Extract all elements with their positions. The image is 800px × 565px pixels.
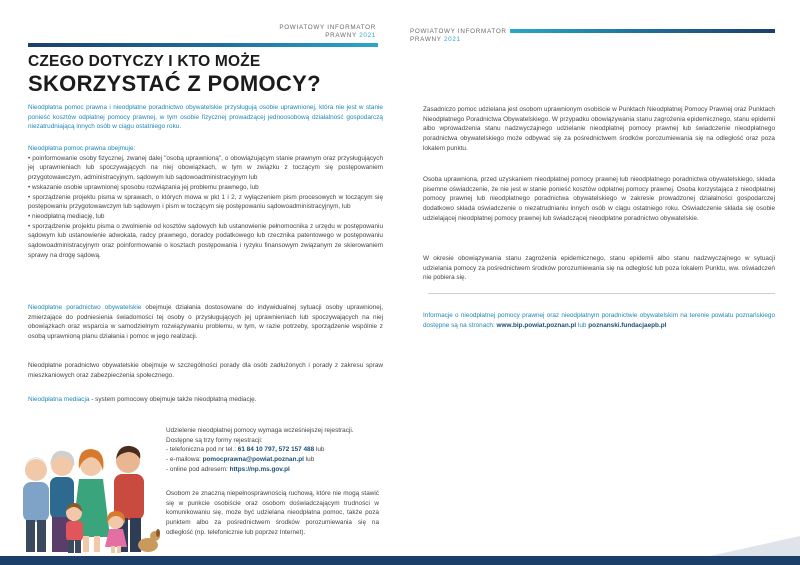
legal-aid-item: • wskazanie osobie uprawnionej sposobu rozwiązania jej problemu prawnego, lub [28,183,259,191]
header-label-left [279,24,376,40]
legal-aid-item: • sporządzenie projektu pisma o zwolnienie od kosztów sądowych lub ustanowienie pełnomocnika z urzędu w postępowaniu sądowym lub ustanowienie adwokata, radcy prawnego, doradcy podatkowego lub rzecznika patentowego w postępowaniu sądowoadministracyjnym oraz poinformowanie o kosztach postępowania i ryzyku finansowym związanym ze skierowaniem sprawy na drogę sądową. [28,222,383,259]
online-registration-link[interactable]: https://np.ms.gov.pl [229,465,290,473]
bip-link[interactable]: www.bip.powiat.poznan.pl [496,321,577,329]
legal-aid-heading: Nieodpłatna pomoc prawna obejmuje: [28,145,136,152]
registration-forms-heading: Dostępne są trzy formy rejestracji: [166,436,263,444]
civic-debt-paragraph: Nieodpłatne poradnictwo obywatelskie obejmuje w szczególności porady dla osób zadłużonych i porady z zakresu spraw mieszkaniowych oraz zabezpieczenia społecznego. [28,362,383,379]
header-year: 2021 [359,32,376,39]
civic-advice-paragraph [28,303,383,342]
page-title-line2: SKORZYSTAĆ Z POMOCY? [28,71,321,96]
child-boy-figure [66,503,83,553]
registration-email: - e-mailowa: pomocprawna@powiat.poznan.pl lub [166,456,315,464]
mediation-text: - system pomocowy obejmuje także nieodpłatną mediację. [89,396,257,403]
registration-box [166,426,381,475]
mediation-term: Nieodpłatna mediacja [28,396,90,403]
dog-figure [138,529,160,552]
email-link[interactable]: pomocprawna@powiat.poznan.pl [202,456,304,464]
header-prawny: PRAWNY [410,36,442,43]
right-paragraph-2: Osoba uprawniona, przed uzyskaniem nieodpłatnej pomocy prawnej lub nieodpłatnego poradnictwa obywatelskiego, składa pisemne oświadczenie, że nie jest w stanie ponieść kosztów odpłatnej pomocy prawnej. Osoba korzystająca z nieodpłatnej pomocy prawnej lub nieodpłatnego poradnictwa obywatelskiego w zakresie prowadzonej działalności gospodarczej dodatkowo składa oświadczenie o niezatrudnianiu innych osób w ciągu ostatniego roku. Oświadczenie składa się osobie udzielającej nieodpłatnej pomocy prawnej lub świadczącej nieodpłatne poradnictwo obywatelskie. [423,176,775,222]
phone-numbers[interactable]: 61 84 10 797, 572 157 488 [237,446,315,454]
legal-aid-item: • nieodpłatną mediację, lub [28,212,105,220]
disability-paragraph: Osobom ze znaczną niepełnosprawnością ruchową, które nie mogą stawić się w punkcie osobiście oraz osobom doświadczającym trudności w komunikowaniu się, może być udzielana nieodpłatna pomoc, także poza punktem albo za pośrednictwem środków porozumiewania się na odległość (np. telefonicznie lub poprzez Internet). [166,490,379,536]
registration-intro: Udzielenie nieodpłatnej pomocy wymaga wcześniejszej rejestracji. [166,427,354,434]
fundacja-link[interactable]: poznanski.fundacjaepb.pl [588,321,667,329]
right-paragraph-1: Zasadniczo pomoc udzielana jest osobom uprawnionym osobiście w Punktach Nieodpłatnej Pomocy Prawnej oraz Punktach Nieodpłatnego Poradnictwa Obywatelskiego. W przypadku obowiązywania stanu zagrożenia epidemicznego, stanu epidemii albo wprowadzenia stanu nadzwyczajnego udzielanie nieodpłatnej pomocy prawnej lub świadczenie nieodpłatnego poradnictwa obywatelskiego może odbywać się za pośrednictwem środków porozumiewania się na odległość oraz poza lokalem punktu. [423,106,775,152]
info-paragraph: Informacje o nieodpłatnej pomocy prawnej oraz nieodpłatnym poradnictwie obywatelskim na terenie powiatu poznańskiego dostępne są na stronach: www.bip.powiat.poznan.pl lub poznanski.fundacjaepb.pl [423,312,775,329]
civic-advice-text: obejmuje działania dostosowane do indywidualnej sytuacji osoby uprawnionej, zmierzające do podniesienia świadomości tej osoby o przysługujących jej uprawnieniach lub spoczywających na niej obowiązkach oraz wsparcia w samodzielnym rozwiązywaniu problemu, w tym, w razie potrzeby, sporządzenie wspólnie z osobą uprawnioną planu działania i pomoc w jego realizacji. [28,304,383,341]
page-title-line1: CZEGO DOTYCZY I KTO MOŻE [28,53,261,70]
right-divider [428,293,775,294]
bottom-strip [0,556,800,565]
header-prawny: PRAWNY [325,32,357,39]
grandpa-figure [23,457,49,552]
civic-advice-term: Nieodpłatne poradnictwo obywatelskie [28,304,142,311]
mediation-paragraph [28,395,383,405]
header-label-text: POWIATOWY INFORMATOR [279,24,376,31]
registration-phone: - telefoniczna pod nr tel.: 61 84 10 797, 572 157 488 lub [166,446,325,454]
header-bar-right [510,29,775,33]
right-page [400,0,800,565]
header-label-right [410,28,507,44]
header-bar-left [28,43,378,47]
right-paragraph-3: W okresie obowiązywania stanu zagrożenia epidemicznego, stanu epidemii albo stanu nadzwyczajnego w sytuacji udzielania pomocy za pośrednictwem środków porozumiewania się na odległość lub poza lokalem Punktu, ww. oświadczeń nie pobiera się. [423,255,775,282]
family-illustration [14,425,162,560]
registration-online: - online pod adresem: https://np.ms.gov.pl [166,465,290,473]
header-year: 2021 [443,36,461,43]
legal-aid-item: • poinformowanie osoby fizycznej, zwanej dalej "osobą uprawnioną", o obowiązującym stanie prawnym oraz przysługujących jej uprawnieniach lub spoczywających na niej obowiązkach, w tym w związku z toczącym się postępowaniem przygotowawczym, administracyjnym, sądowym lub sądowoadministracyjnym lub [28,154,383,182]
header-label-text: POWIATOWY INFORMATOR [410,28,507,35]
legal-aid-section [28,144,383,260]
legal-aid-item: • sporządzenie projektu pisma w sprawach, o których mowa w pkt 1 i 2, z wyłączeniem pism procesowych w toczącym się postępowaniu przygotowawczym lub sądowym i pism w toczącym się postępowaniu sądowoadministracyjnym, lub [28,193,383,211]
intro-paragraph: Nieodpłatna pomoc prawna i nieodpłatne poradnictwo obywatelskie przysługują osobie uprawnionej, która nie jest w stanie ponieść kosztów odpłatnej pomocy prawnej, w tym osobie fizycznej prowadzącej jednoosobową działalność gospodarczą niezatrudniającą innych osób w ciągu ostatniego roku. [28,104,383,131]
